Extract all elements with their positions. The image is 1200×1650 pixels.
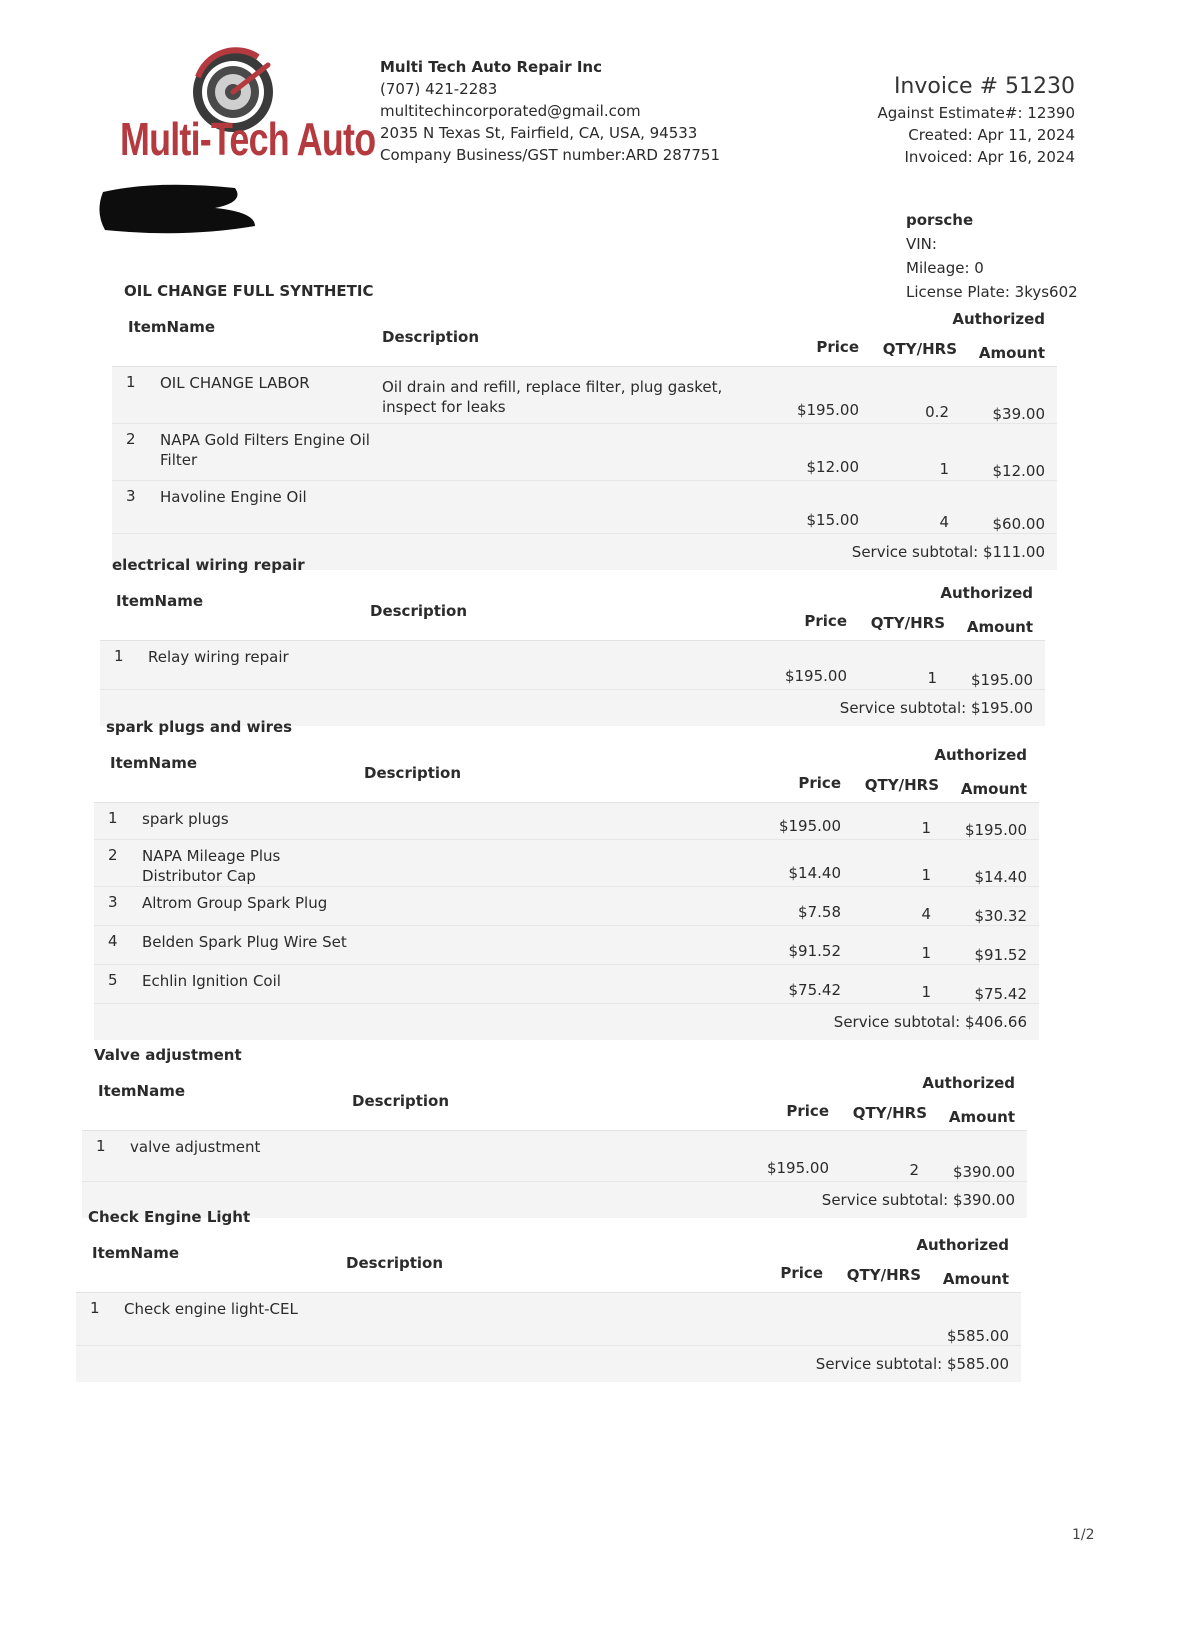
item-amount: $39.00 [992, 405, 1045, 423]
section-title: spark plugs and wires [106, 718, 293, 736]
item-price: $75.42 [788, 981, 841, 999]
header-description: Description [364, 764, 462, 782]
service-subtotal: Service subtotal: $406.66 [833, 1013, 1027, 1031]
header-qty: QTY/HRS [864, 776, 939, 794]
invoice-info [878, 72, 1075, 168]
company-email: multitechincorporated@gmail.com [380, 102, 641, 120]
item-number: 2 [126, 430, 136, 448]
item-price: $14.40 [788, 864, 841, 882]
item-price: $195.00 [796, 401, 859, 419]
table-header [76, 1232, 1021, 1293]
item-name: OIL CHANGE LABOR [160, 374, 310, 392]
header-description: Description [352, 1092, 450, 1110]
item-qty: 2 [909, 1161, 919, 1179]
table-row [112, 367, 1057, 424]
table-row [112, 424, 1057, 481]
item-qty: 4 [939, 513, 949, 531]
item-qty: 4 [921, 905, 931, 923]
header-amount: Amount [960, 780, 1027, 798]
item-amount: $12.00 [992, 462, 1045, 480]
header-price: Price [780, 1264, 823, 1282]
service-subtotal: Service subtotal: $585.00 [815, 1355, 1009, 1373]
item-amount: $390.00 [952, 1163, 1015, 1181]
table-header [100, 580, 1045, 641]
table-header [94, 742, 1039, 803]
company-name: Multi Tech Auto Repair Inc [380, 58, 602, 76]
header-authorized: Authorized [940, 584, 1033, 602]
vehicle-make: porsche [906, 211, 974, 229]
vehicle-mileage: Mileage: 0 [906, 259, 984, 277]
item-qty: 0.2 [925, 403, 949, 421]
item-number: 1 [126, 373, 136, 391]
header-amount: Amount [948, 1108, 1015, 1126]
company-logo-text: Multi-Tech Auto [120, 113, 376, 165]
item-amount: $75.42 [974, 985, 1027, 1003]
service-subtotal: Service subtotal: $390.00 [821, 1191, 1015, 1209]
item-number: 5 [108, 971, 118, 989]
item-qty: 1 [921, 819, 931, 837]
header-description: Description [370, 602, 468, 620]
item-price: $195.00 [778, 817, 841, 835]
item-amount: $60.00 [992, 515, 1045, 533]
item-description: Oil drain and refill, replace filter, plug gasket, inspect for leaks [382, 378, 723, 416]
service-section [82, 1040, 1027, 1218]
item-name: Altrom Group Spark Plug [142, 894, 328, 912]
company-business-number: Company Business/GST number:ARD 287751 [380, 146, 720, 164]
item-number: 3 [108, 893, 118, 911]
invoice-created: Created: Apr 11, 2024 [908, 126, 1075, 144]
table-row [94, 803, 1039, 840]
item-amount: $195.00 [970, 671, 1033, 689]
table-row [112, 481, 1057, 534]
table-row [82, 1131, 1027, 1182]
section-title: Valve adjustment [94, 1046, 242, 1064]
page-number: 1/2 [1072, 1527, 1095, 1543]
item-name: Echlin Ignition Coil [142, 972, 281, 990]
header-qty: QTY/HRS [852, 1104, 927, 1122]
item-amount: $14.40 [974, 868, 1027, 886]
redacted-mark [95, 182, 270, 240]
header-amount: Amount [942, 1270, 1009, 1288]
item-name: Check engine light-CEL [124, 1300, 298, 1318]
table-row [94, 926, 1039, 965]
header-amount: Amount [966, 618, 1033, 636]
table-row [100, 641, 1045, 690]
header-description: Description [346, 1254, 444, 1272]
item-price: $195.00 [784, 667, 847, 685]
item-price: $15.00 [806, 511, 859, 529]
service-section [76, 1202, 1021, 1382]
item-price: $195.00 [766, 1159, 829, 1177]
header-item-name: ItemName [98, 1082, 186, 1100]
item-name: NAPA Mileage Plus Distributor Cap [142, 847, 281, 885]
header-item-name: ItemName [110, 754, 198, 772]
header-item-name: ItemName [116, 592, 204, 610]
item-qty: 1 [927, 669, 937, 687]
section-title: Check Engine Light [88, 1208, 251, 1226]
header-authorized: Authorized [916, 1236, 1009, 1254]
vehicle-vin: VIN: [906, 235, 937, 253]
invoice-estimate: Against Estimate#: 12390 [877, 104, 1075, 122]
item-name: NAPA Gold Filters Engine Oil Filter [160, 431, 370, 469]
header-qty: QTY/HRS [882, 340, 957, 358]
header-item-name: ItemName [92, 1244, 180, 1262]
service-section [100, 550, 1045, 726]
service-section [94, 712, 1039, 1040]
invoice-number: Invoice # 51230 [893, 74, 1075, 99]
table-row [94, 965, 1039, 1004]
item-number: 1 [108, 809, 118, 827]
table-header [82, 1070, 1027, 1131]
table-row [94, 887, 1039, 926]
item-amount: $30.32 [974, 907, 1027, 925]
item-price: $7.58 [798, 903, 841, 921]
item-name: spark plugs [142, 810, 229, 828]
header-price: Price [804, 612, 847, 630]
item-number: 4 [108, 932, 118, 950]
table-header [112, 306, 1057, 367]
item-name: Havoline Engine Oil [160, 488, 307, 506]
vehicle-plate: License Plate: 3kys602 [906, 283, 1078, 301]
table-row [94, 840, 1039, 887]
service-section [112, 276, 1057, 570]
header-authorized: Authorized [922, 1074, 1015, 1092]
item-amount: $585.00 [946, 1327, 1009, 1345]
item-name: valve adjustment [130, 1138, 261, 1156]
item-qty: 1 [921, 866, 931, 884]
item-qty: 1 [939, 460, 949, 478]
item-amount: $91.52 [974, 946, 1027, 964]
item-price: $12.00 [806, 458, 859, 476]
item-price: $91.52 [788, 942, 841, 960]
header-amount: Amount [978, 344, 1045, 362]
header-item-name: ItemName [128, 318, 216, 336]
service-subtotal: Service subtotal: $195.00 [839, 699, 1033, 717]
item-number: 1 [90, 1299, 100, 1317]
header-qty: QTY/HRS [846, 1266, 921, 1284]
header-qty: QTY/HRS [870, 614, 945, 632]
invoice-date: Invoiced: Apr 16, 2024 [904, 148, 1075, 166]
header-description: Description [382, 328, 480, 346]
item-qty: 1 [921, 944, 931, 962]
header-authorized: Authorized [952, 310, 1045, 328]
item-amount: $195.00 [964, 821, 1027, 839]
company-address: 2035 N Texas St, Fairfield, CA, USA, 94533 [380, 124, 698, 142]
header-authorized: Authorized [934, 746, 1027, 764]
table-row [76, 1293, 1021, 1346]
section-title: OIL CHANGE FULL SYNTHETIC [124, 282, 374, 300]
item-number: 1 [114, 647, 124, 665]
service-subtotal: Service subtotal: $111.00 [851, 543, 1045, 561]
item-name: Belden Spark Plug Wire Set [142, 933, 347, 951]
company-phone: (707) 421-2283 [380, 80, 498, 98]
header-price: Price [798, 774, 841, 792]
item-qty: 1 [921, 983, 931, 1001]
section-title: electrical wiring repair [112, 556, 305, 574]
item-name: Relay wiring repair [148, 648, 289, 666]
item-number: 1 [96, 1137, 106, 1155]
item-number: 3 [126, 487, 136, 505]
company-info [380, 56, 720, 166]
header-price: Price [786, 1102, 829, 1120]
item-number: 2 [108, 846, 118, 864]
header-price: Price [816, 338, 859, 356]
